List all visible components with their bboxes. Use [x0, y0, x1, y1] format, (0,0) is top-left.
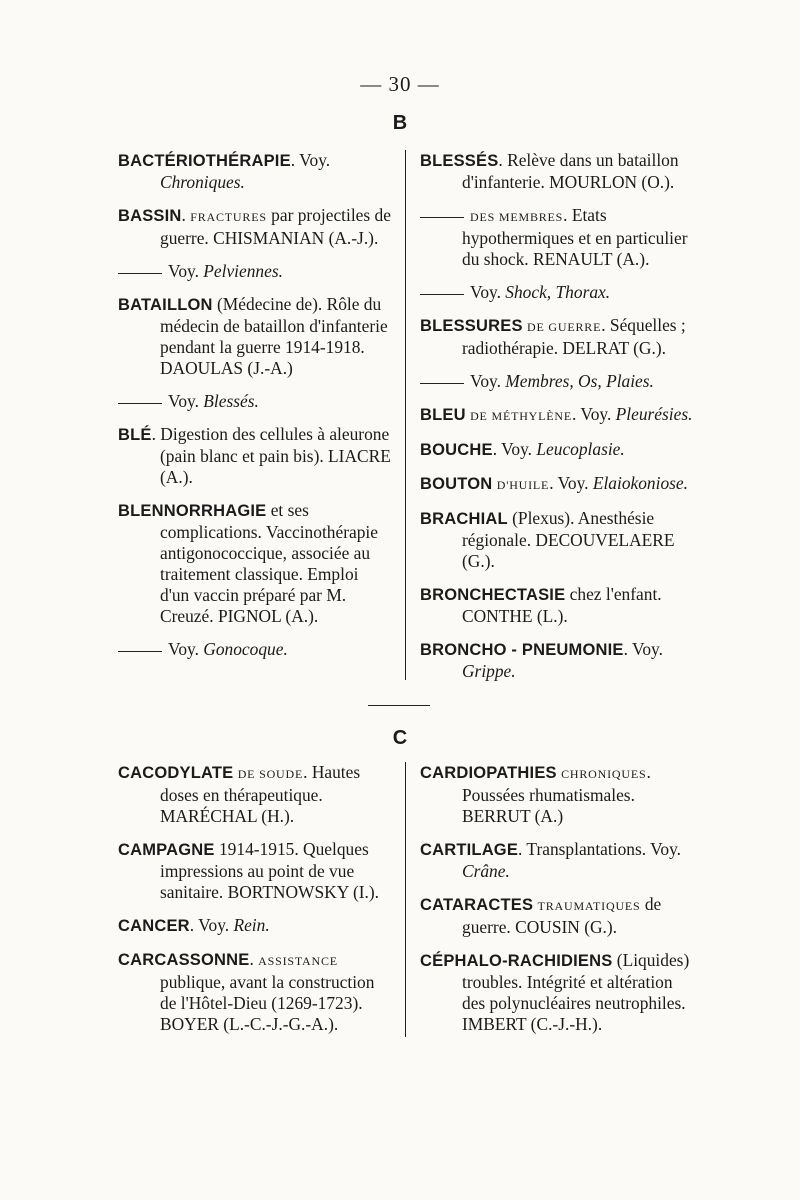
- cross-reference: Membres, Os, Plaies.: [505, 371, 654, 391]
- entry-text: . Etats hypothermiques et en particulier du shock. RENAULT (A.).: [462, 205, 688, 269]
- index-entry: [118, 205, 391, 249]
- entry-text: ASSISTANCE: [258, 954, 338, 968]
- entry-heading: BRONCHO - PNEUMONIE: [420, 641, 624, 659]
- entry-text: Voy.: [168, 261, 204, 281]
- entry-text: DES MEMBRES: [470, 210, 564, 224]
- entry-heading: CATARACTES: [420, 896, 534, 914]
- entry-heading: BRACHIAL: [420, 510, 508, 528]
- index-entry: [420, 473, 693, 496]
- index-subentry: [118, 391, 391, 412]
- entry-text: . Hautes doses en thérapeutique. MARÉCHAL (H.).: [160, 762, 361, 826]
- index-entry: [118, 915, 391, 937]
- entry-heading: BOUCHE: [420, 441, 493, 459]
- index-entry: [118, 839, 391, 903]
- cross-reference: Gonocoque.: [203, 639, 288, 659]
- column-divider: [405, 150, 406, 680]
- section-divider: [368, 705, 430, 706]
- index-entry: [420, 762, 693, 827]
- entry-heading: BLEU: [420, 406, 466, 424]
- entry-text: . Poussées rhumatismales. BERRUT (A.): [462, 762, 651, 826]
- index-entry: [420, 584, 693, 627]
- column-left: [118, 150, 401, 694]
- entry-heading: BASSIN: [118, 207, 182, 225]
- entry-text: (Plexus). Anesthésie régionale. DECOUVELAERE (G.).: [462, 508, 675, 571]
- cross-reference: Pelviennes.: [203, 261, 283, 281]
- entry-text: DE MÉTHYLÈNE: [470, 409, 572, 423]
- entry-text: . Voy.: [623, 639, 663, 659]
- section-letter-b: B: [392, 112, 408, 134]
- entry-text: . Transplantations. Voy.: [518, 839, 682, 859]
- entry-heading: BLESSÉS: [420, 152, 499, 170]
- column-right: [410, 150, 693, 694]
- column-right: [410, 762, 693, 1047]
- entry-text: de guerre. COUSIN (G.).: [462, 894, 662, 937]
- entry-heading: CARDIOPATHIES: [420, 764, 557, 782]
- index-entry: [118, 500, 391, 627]
- cross-reference: Crâne.: [462, 861, 510, 881]
- index-entry: [420, 439, 693, 461]
- entry-text: et ses complications. Vaccinothérapie antigonococcique, associée au traitement classique. Emploi d'un vaccin préparé par M. Creuzé. PIGNOL (A.).: [160, 500, 378, 626]
- entry-text: Voy.: [470, 371, 506, 391]
- entry-text: DE GUERRE: [527, 320, 602, 334]
- cross-reference: Leucoplasie.: [536, 439, 625, 459]
- entry-text: . Digestion des cellules à aleurone (pain blanc et pain bis). LIACRE (A.).: [151, 424, 391, 487]
- entry-text: FRACTURES: [190, 210, 267, 224]
- index-subentry: [420, 371, 693, 392]
- index-entry: [118, 150, 391, 193]
- cross-reference: Pleurésies.: [615, 404, 693, 424]
- entry-heading: BATAILLON: [118, 296, 213, 314]
- entry-heading: BRONCHECTASIE: [420, 586, 566, 604]
- ditto-dash: [118, 403, 162, 404]
- cross-reference: Grippe.: [462, 661, 516, 681]
- entry-heading: CÉPHALO-RACHIDIENS: [420, 952, 613, 970]
- index-entry: [118, 294, 391, 379]
- entry-text: .: [181, 205, 191, 225]
- entry-heading: BLÉ: [118, 426, 152, 444]
- section-letter-c: C: [392, 727, 408, 749]
- entry-heading: CACODYLATE: [118, 764, 234, 782]
- column-left: [118, 762, 401, 1047]
- ditto-dash: [420, 383, 464, 384]
- index-subentry: [118, 261, 391, 282]
- ditto-dash: [118, 651, 162, 652]
- entry-text: TRAUMATIQUES: [537, 899, 641, 913]
- entry-text: par projectiles de guerre. CHISMANIAN (A.-J.).: [160, 205, 391, 248]
- entry-text: . Voy.: [492, 439, 537, 459]
- ditto-dash: [420, 294, 464, 295]
- entry-heading: BLENNORRHAGIE: [118, 502, 267, 520]
- index-entry: [420, 839, 693, 882]
- index-entry: [420, 894, 693, 938]
- entry-text: D'HUILE: [496, 478, 550, 492]
- cross-reference: Shock, Thorax.: [505, 282, 611, 302]
- index-subentry: [118, 639, 391, 660]
- column-divider: [405, 762, 406, 1037]
- index-entry: [420, 315, 693, 359]
- entry-text: . Séquelles ; radiothérapie. DELRAT (G.).: [462, 315, 686, 358]
- entry-text: (Médecine de). Rôle du médecin de bataillon d'infanterie pendant la guerre 1914-1918. DAOULAS (J.-A.): [160, 294, 388, 378]
- entry-heading: BACTÉRIOTHÉRAPIE: [118, 152, 291, 170]
- entry-heading: CARCASSONNE: [118, 951, 250, 969]
- cross-reference: Elaiokoniose.: [592, 473, 688, 493]
- entry-text: DE SOUDE: [237, 767, 304, 781]
- entry-text: .: [249, 949, 259, 969]
- entry-text: CHRONIQUES: [561, 767, 647, 781]
- entry-text: . Voy.: [189, 915, 234, 935]
- entry-text: Voy.: [168, 391, 204, 411]
- index-entry: [420, 404, 693, 427]
- index-entry: [118, 762, 391, 827]
- entry-text: . Relève dans un bataillon d'infanterie. MOURLON (O.).: [462, 150, 679, 192]
- index-entry: [420, 508, 693, 572]
- entry-heading: BLESSURES: [420, 317, 523, 335]
- entry-text: chez l'enfant. CONTHE (L.).: [462, 584, 662, 626]
- entry-text: publique, avant la construction de l'Hôtel-Dieu (1269-1723). BOYER (L.-C.-J.-G.-A.).: [160, 972, 375, 1034]
- entry-heading: BOUTON: [420, 475, 493, 493]
- index-entry: [420, 150, 693, 193]
- section-b: [118, 150, 708, 694]
- section-c: [118, 762, 708, 1047]
- entry-text: Voy.: [470, 282, 506, 302]
- entry-text: (Liquides) troubles. Intégrité et altération des polynucléaires neutrophiles. IMBERT (C.-J.-H.).: [462, 950, 690, 1034]
- entry-text: . Voy.: [290, 150, 331, 170]
- index-entry: [420, 639, 693, 682]
- entry-text: . Voy.: [549, 473, 593, 493]
- index-entry: [118, 949, 391, 1035]
- entry-text: 1914-1915. Quelques impressions au point de vue sanitaire. BORTNOWSKY (I.).: [160, 839, 380, 902]
- index-entry: [118, 424, 391, 488]
- index-subentry: [420, 205, 693, 270]
- ditto-dash: [420, 217, 464, 218]
- cross-reference: Chroniques.: [160, 172, 245, 192]
- index-subentry: [420, 282, 693, 303]
- page-number: — 30 —: [360, 72, 440, 96]
- cross-reference: Rein.: [233, 915, 270, 935]
- entry-text: . Voy.: [572, 404, 616, 424]
- ditto-dash: [118, 273, 162, 274]
- entry-text: Voy.: [168, 639, 204, 659]
- entry-heading: CARTILAGE: [420, 841, 519, 859]
- index-entry: [420, 950, 693, 1035]
- entry-heading: CAMPAGNE: [118, 841, 215, 859]
- cross-reference: Blessés.: [203, 391, 259, 411]
- entry-heading: CANCER: [118, 917, 190, 935]
